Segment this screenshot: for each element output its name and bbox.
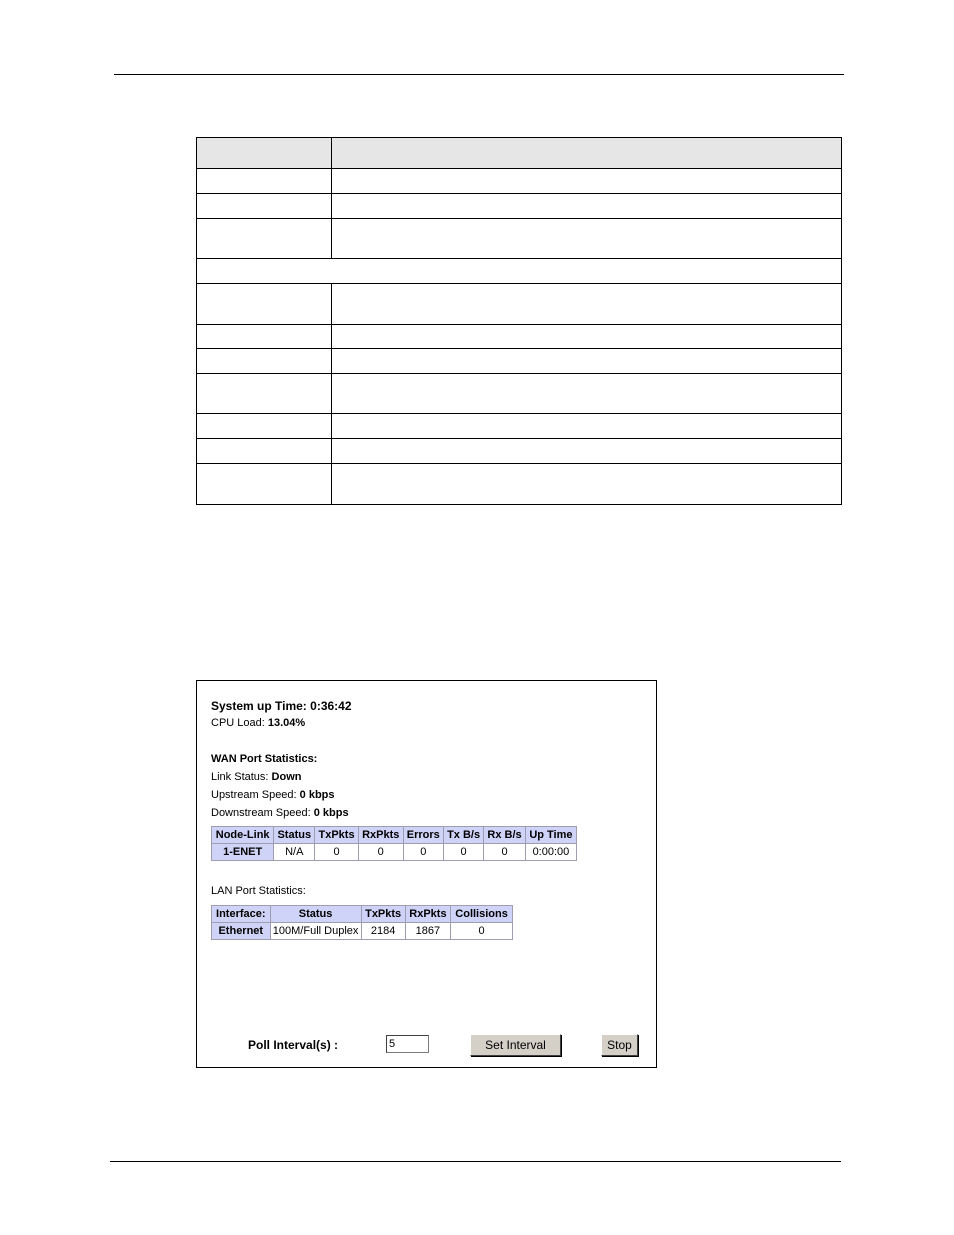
table-row: 1-ENET N/A 0 0 0 0 0 0:00:00 [212,844,577,861]
wan-table-header: Node-Link Status TxPkts RxPkts Errors Tx B/s Rx B/s Up Time [212,827,577,844]
table-row [197,464,842,505]
wan-stats-table [211,826,577,861]
description-table [196,137,842,505]
wan-title: WAN Port Statistics: [211,753,318,765]
table-row [197,284,842,325]
table-row [197,349,842,374]
footer-rule [110,1161,841,1162]
table-section-row [197,259,842,284]
upstream-speed: Upstream Speed: 0 kbps [211,789,335,801]
set-interval-button[interactable]: Set Interval [470,1034,561,1056]
table-row [197,194,842,219]
table-row: Ethernet 100M/Full Duplex 2184 1867 0 [212,923,513,940]
lan-stats-table [211,905,513,940]
table-row [197,169,842,194]
lan-table-header: Interface: Status TxPkts RxPkts Collisions [212,906,513,923]
poll-interval-input[interactable] [386,1035,429,1053]
table-row [197,414,842,439]
lan-title: LAN Port Statistics: [211,885,306,897]
table-row [197,439,842,464]
table-row [197,374,842,414]
table-row [197,219,842,259]
poll-interval-label: Poll Interval(s) : [248,1038,339,1052]
cpu-load: CPU Load: 13.04% [211,717,306,729]
downstream-speed: Downstream Speed: 0 kbps [211,807,349,819]
header-rule [114,74,844,75]
table-header-row [197,138,842,169]
table-row [197,325,842,349]
statistics-window [196,680,657,1068]
stop-button[interactable]: Stop [601,1034,638,1056]
system-uptime: System up Time: 0:36:42 [211,699,352,713]
link-status: Link Status: Down [211,771,302,783]
